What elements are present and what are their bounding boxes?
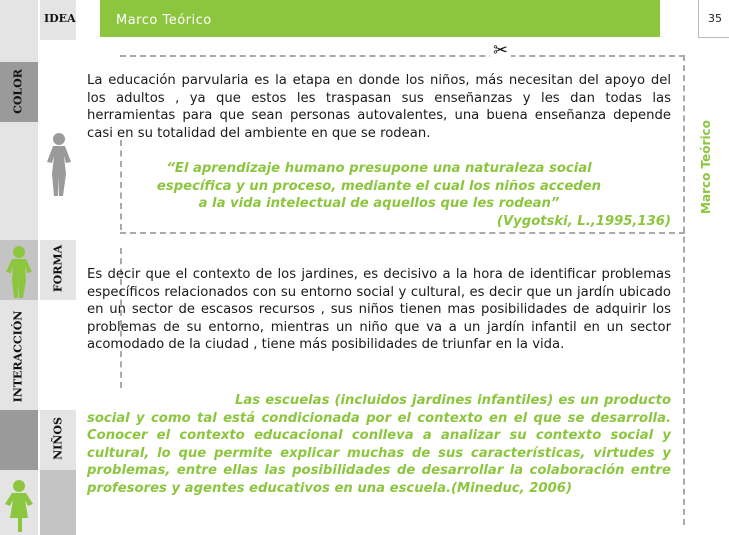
paragraph-intro: La educación parvularia es la etapa en donde los niños, más necesitan del apoyo del los adultos , ya que estos les traspasan sus enseñanzas y les dan todas las herramientas para que sean personas autovalentes, una buena enseñanza depende casi en su totalidad del ambiente en que se rodean. <box>87 73 671 141</box>
left-category-strip <box>0 0 38 535</box>
right-margin <box>686 40 729 535</box>
forma-cell <box>40 240 76 300</box>
child-silhouette-icon <box>2 244 36 300</box>
quote-line: “El aprendizaje humano presupone una naturaleza social <box>166 161 592 176</box>
ninos-cell <box>40 410 76 470</box>
child-silhouette-icon <box>44 130 74 200</box>
page-number: 35 <box>708 12 722 25</box>
quote-mineduc: Las escuelas (incluidos jardines infantiles) es un producto social y como tal está condicionada por el contexto en el que se desarrolla. Conocer el contexto educacional conlleva a analizar su contexto social y cultural, lo que permite explicar muchas de sus características, virtudes y problemas, entre ellas las posibilidades de desarrollar la colaboración entre profesores y agentes educativos en una escuela.(Mineduc, 2006) <box>87 393 671 496</box>
section-label: IDEA <box>44 12 76 25</box>
dashed-border-right <box>683 55 685 525</box>
side-label-color: COLOR <box>11 69 25 114</box>
side-label-forma: FORMA <box>51 244 65 293</box>
quote-citation: (Vygotski, L.,1995,136) <box>496 213 671 229</box>
quote-line: específica y un proceso, mediante el cual los niños acceden <box>156 178 602 194</box>
quote-vygotski <box>87 160 671 230</box>
idea-cell <box>40 0 76 40</box>
paragraph-context: Es decir que el contexto de los jardines, es decisivo a la hora de identificar problemas específicos relacionados con su entorno social y cultural, es decir que un jardín ubicado en un sector de escasos recursos , sus niños tienen mas posibilidades de adquirir los problemas de su entorno, mientras un niño que va a un jardín infantil en un sector acomodado de la ciudad , tiene más posibilidades de triunfar en la vida. <box>87 267 671 352</box>
bottom-cell <box>40 470 76 535</box>
dashed-divider <box>120 232 685 234</box>
child-silhouette-icon <box>2 478 36 534</box>
quote-line: a la vida intelectual de aquellos que les rodean” <box>198 196 560 211</box>
page-number-box <box>698 0 729 38</box>
forma-spacer <box>40 300 76 410</box>
right-section-label: Marco Teórico <box>699 120 713 214</box>
scissors-icon: ✂ <box>490 42 511 60</box>
side-label-interaccion: INTERACCIÓN <box>11 310 25 403</box>
side-label-ninos: NIÑOS <box>51 417 65 460</box>
dashed-border-top <box>120 55 685 57</box>
page-title: Marco Teórico <box>116 13 212 28</box>
header-bar <box>100 0 660 37</box>
